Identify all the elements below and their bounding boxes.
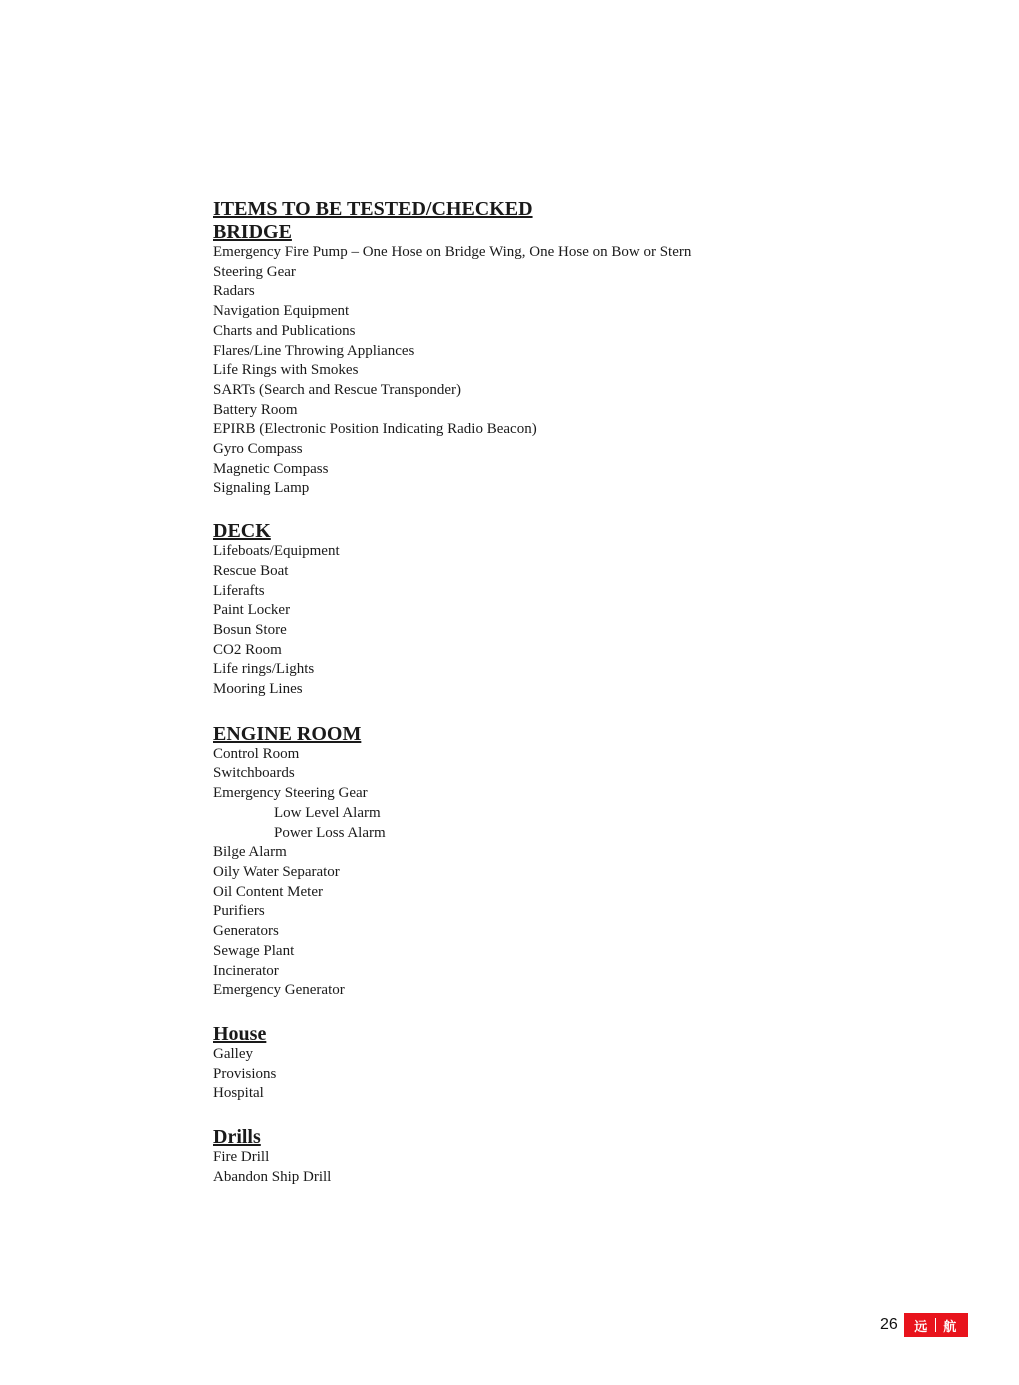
- section-drills: [213, 1126, 813, 1187]
- list-item: Hospital: [213, 1085, 264, 1102]
- list-item: Emergency Fire Pump – One Hose on Bridge Wing, One Hose on Bow or Stern: [213, 244, 692, 260]
- list-item: Signaling Lamp: [213, 480, 310, 497]
- page-footer: [880, 1313, 968, 1337]
- list-item: Radars: [213, 283, 255, 300]
- list-item: Sewage Plant: [213, 942, 295, 959]
- list-item: EPIRB (Electronic Position Indicating Radio Beacon): [213, 421, 537, 438]
- deck-item-list: [213, 542, 813, 700]
- list-item: Life Rings with Smokes: [213, 362, 359, 379]
- list-item: Control Room: [213, 745, 300, 762]
- section-heading-house: House: [213, 1022, 267, 1045]
- logo-char: 远: [914, 1319, 929, 1335]
- list-item: Bilge Alarm: [213, 844, 287, 861]
- list-sub-item: Power Loss Alarm: [274, 824, 386, 841]
- list-item: Paint Locker: [213, 602, 291, 619]
- list-item: Liferafts: [213, 582, 265, 599]
- list-item: Emergency Steering Gear: [213, 785, 368, 802]
- list-item: Incinerator: [213, 962, 279, 979]
- list-item: Galley: [213, 1045, 253, 1062]
- list-item: Lifeboats/Equipment: [213, 543, 340, 560]
- list-item: Gyro Compass: [213, 441, 303, 458]
- list-item: Magnetic Compass: [213, 460, 329, 477]
- drills-item-list: [213, 1148, 813, 1187]
- logo-char: 航: [943, 1319, 958, 1335]
- engine-room-item-list: [213, 745, 813, 1001]
- list-item: Flares/Line Throwing Appliances: [213, 342, 415, 359]
- section-heading-drills: Drills: [213, 1126, 261, 1149]
- section-deck: [213, 520, 813, 700]
- section-heading-engine-room: ENGINE ROOM: [213, 722, 362, 745]
- list-item: Provisions: [213, 1065, 277, 1082]
- list-item: Fire Drill: [213, 1149, 270, 1166]
- list-item: Abandon Ship Drill: [213, 1168, 332, 1185]
- list-item: Charts and Publications: [213, 322, 356, 339]
- list-item: Generators: [213, 923, 279, 940]
- list-item: Oily Water Separator: [213, 863, 340, 880]
- list-item: Rescue Boat: [213, 562, 289, 579]
- list-item: Oil Content Meter: [213, 883, 323, 900]
- list-item: Emergency Generator: [213, 982, 345, 999]
- list-item: Bosun Store: [213, 621, 287, 638]
- house-item-list: [213, 1045, 813, 1104]
- brand-logo: [904, 1313, 968, 1337]
- section-house: [213, 1023, 813, 1104]
- list-item: CO2 Room: [213, 641, 282, 658]
- document-body: [213, 198, 813, 1187]
- logo-divider: [935, 1318, 936, 1332]
- list-item: Purifiers: [213, 903, 265, 920]
- list-item: Mooring Lines: [213, 681, 303, 698]
- section-bridge: [213, 221, 813, 499]
- list-sub-item: Low Level Alarm: [274, 804, 381, 821]
- document-title: ITEMS TO BE TESTED/CHECKED: [213, 198, 533, 220]
- section-engine-room: [213, 723, 813, 1001]
- list-item: Battery Room: [213, 401, 298, 418]
- list-item: SARTs (Search and Rescue Transponder): [213, 381, 462, 398]
- list-item: Steering Gear: [213, 263, 296, 280]
- bridge-item-list: [213, 243, 813, 499]
- list-item: Switchboards: [213, 765, 295, 782]
- section-heading-deck: DECK: [213, 520, 271, 543]
- list-item: Navigation Equipment: [213, 303, 350, 320]
- section-heading-bridge: BRIDGE: [213, 221, 292, 243]
- page-number: 26: [880, 1316, 898, 1333]
- list-item: Life rings/Lights: [213, 661, 315, 678]
